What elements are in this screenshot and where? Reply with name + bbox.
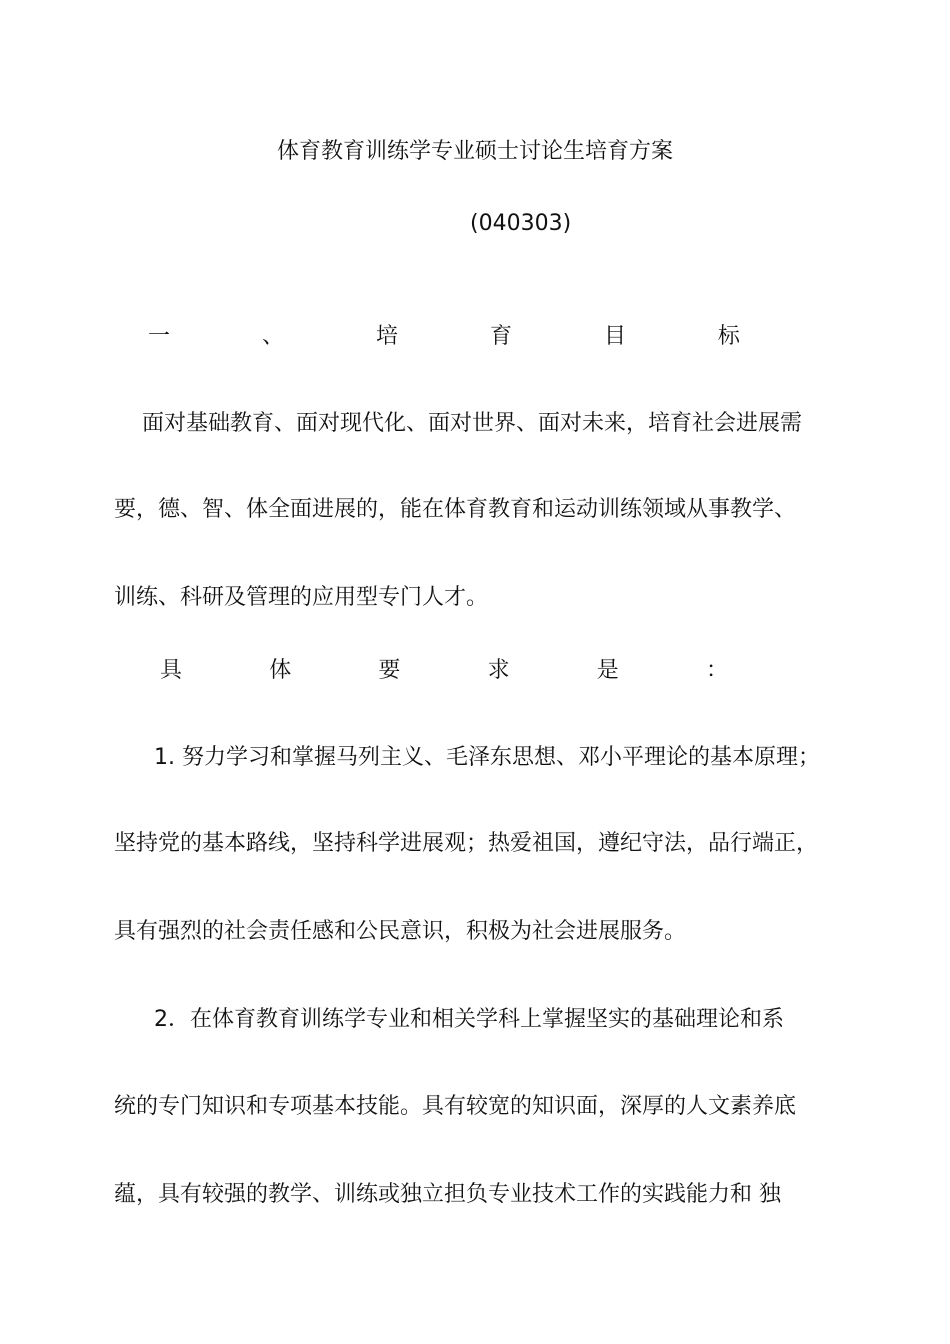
requirement-2-line: 统的专门知识和专项基本技能。具有较宽的知识面，深厚的人文素养底 — [114, 1094, 797, 1119]
heading-char: 、 — [261, 324, 284, 349]
program-code: (040303) — [470, 211, 572, 236]
heading-char: 是 — [596, 658, 619, 683]
paragraph-line: 训练、科研及管理的应用型专门人才。 — [114, 585, 489, 610]
heading-char: 育 — [489, 324, 512, 349]
requirement-2-line: 2．在体育教育训练学专业和相关学科上掌握坚实的基础理论和系 — [154, 1007, 784, 1032]
heading-char: 一 — [148, 324, 171, 349]
document-title: 体育教育训练学专业硕士讨论生培育方案 — [276, 139, 673, 164]
requirement-1-line: 1. 努力学习和掌握马列主义、毛泽东思想、邓小平理论的基本原理； — [154, 745, 820, 770]
heading-char: 目 — [603, 324, 626, 349]
paragraph-line: 面对基础教育、面对现代化、面对世界、面对未来，培育社会进展需 — [142, 411, 803, 436]
requirement-2-line: 蕴，具有较强的教学、训练或独立担负专业技术工作的实践能力和 独 — [114, 1182, 781, 1207]
heading-char: 标 — [717, 324, 740, 349]
heading-char: 要 — [378, 658, 401, 683]
requirements-heading — [160, 656, 728, 686]
heading-char: 具 — [160, 658, 183, 683]
requirement-1-line: 具有强烈的社会责任感和公民意识，积极为社会进展服务。 — [114, 919, 687, 944]
heading-char: 体 — [269, 658, 292, 683]
section-heading-training-goals — [148, 322, 740, 352]
requirement-1-line: 坚持党的基本路线，坚持科学进展观；热爱祖国，遵纪守法，品行端正， — [114, 831, 819, 856]
paragraph-line: 要，德、智、体全面进展的，能在体育教育和运动训练领域从事教学、 — [114, 497, 797, 522]
heading-char: 培 — [375, 324, 398, 349]
heading-char: 求 — [487, 658, 510, 683]
heading-char: ： — [705, 658, 728, 683]
